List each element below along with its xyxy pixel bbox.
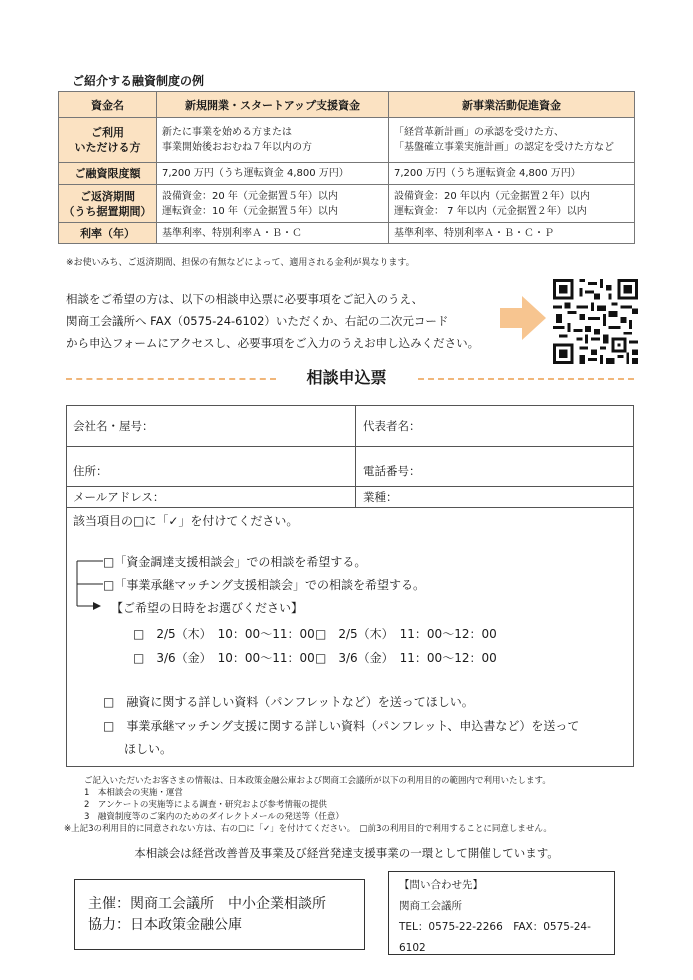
table-cell: 7,200 万円（うち運転資金 4,800 万円） — [389, 163, 635, 185]
date-option[interactable]: □ 3/6（金） 11：00～12：00 — [315, 651, 497, 665]
form-row — [67, 447, 633, 487]
form-row — [67, 487, 633, 508]
organizer-box — [74, 879, 365, 950]
row-label: ご融資限度額 — [59, 163, 157, 185]
check-instruction: 該当項目の□に「✓」を付けてください。 — [73, 514, 299, 528]
form-row — [67, 406, 633, 447]
row-label: ご返済期間 （うち据置期間） — [59, 185, 157, 223]
section-title: ご紹介する融資制度の例 — [72, 74, 205, 88]
table-cell: 「経営革新計画」の承認を受けた方、 「基盤確立事業実施計画」の認定を受けた方など — [389, 118, 635, 163]
option-succession-consultation[interactable]: □「事業承継マッチング支援相談会」での相談を希望する。 — [103, 578, 426, 592]
form-title-bar — [0, 365, 693, 389]
row-label: 利率（年） — [59, 223, 157, 244]
branch-lines — [67, 406, 127, 626]
dashed-divider — [418, 378, 634, 380]
organizer-line: 主催：関商工会議所 中小企業相談所 — [88, 896, 326, 912]
intro-text: 相談をご希望の方は、以下の相談申込票に必要事項をご記入のうえ、 関商工会議所へ FAX（0575-24-6102）いただくか、右記の二次元コード から申込フォームにアクセスし、必要事項をご入力のうえお申し込みください。 — [66, 292, 480, 350]
option-funding-consultation[interactable]: □「資金調達支援相談会」での相談を希望する。 — [103, 555, 367, 569]
cooperation-line: 協力：日本政策金融公庫 — [88, 917, 242, 933]
privacy-notice: ご記入いただいたお客さまの情報は、日本政策金融公庫および関商工会議所が以下の利用目的の範囲内で利用いたします。 1 本相談会の実施・運営 2 アンケートの実施等による調査・研究および参考情報の提供 3 融資制度等のご案内のためのダイレクトメールの発送等（任意） ※上記3の利用目的に同意されない方は、右の□に「✓」を付けてください。 □前3の利用目的で利用することに同意しません。 — [64, 776, 552, 834]
email-field[interactable]: メールアドレス： — [73, 490, 165, 504]
contact-name: 関商工会議所 — [399, 900, 462, 912]
privacy-optout[interactable]: ※上記3の利用目的に同意されない方は、右の□に「✓」を付けてください。 □前3の利用目的で利用することに同意しません。 — [64, 824, 552, 834]
column-divider — [355, 406, 356, 508]
loan-table — [58, 91, 635, 244]
contact-heading: 【問い合わせ先】 — [399, 879, 483, 891]
company-field[interactable]: 会社名・屋号： — [73, 419, 154, 433]
material-loan-option[interactable]: □ 融資に関する詳しい資料（パンフレットなど）を送ってほしい。 — [103, 695, 474, 709]
contact-box — [388, 871, 615, 955]
date-option[interactable]: □ 3/6（金） 10：00～11：00 — [133, 651, 315, 665]
table-header: 資金名 — [59, 92, 157, 118]
material-succession-option-cont: ほしい。 — [124, 742, 173, 756]
table-cell: 新たに事業を始める方または 事業開始後おおむね７年以内の方 — [157, 118, 389, 163]
industry-field[interactable]: 業種： — [363, 490, 398, 504]
date-option[interactable]: □ 2/5（木） 10：00～11：00 — [133, 627, 315, 641]
date-heading: 【ご希望の日時をお選びください】 — [111, 601, 304, 615]
date-option[interactable]: □ 2/5（木） 11：00～12：00 — [315, 627, 497, 641]
closing-statement: 本相談会は経営改善普及事業及び経営発達支援事業の一環として開催しています。 — [134, 846, 559, 860]
table-header: 新規開業・スタートアップ支援資金 — [157, 92, 389, 118]
representative-field[interactable]: 代表者名： — [363, 419, 421, 433]
rate-note: ※お使いみち、ご返済期間、担保の有無などによって、適用される金利が異なります。 — [66, 258, 415, 268]
row-label: ご利用 いただける方 — [59, 118, 157, 163]
phone-field[interactable]: 電話番号： — [363, 464, 421, 479]
table-row — [59, 223, 635, 244]
table-cell: 設備資金：20 年（元金据置５年）以内 運転資金：10 年（元金据置５年）以内 — [157, 185, 389, 223]
table-row — [59, 163, 635, 185]
table-cell: 基準利率、特別利率Ａ・Ｂ・Ｃ・Ｐ — [389, 223, 635, 244]
material-succession-option[interactable]: □ 事業承継マッチング支援に関する詳しい資料（パンフレット、申込書など）を送って — [103, 719, 580, 733]
table-cell: 7,200 万円（うち運転資金 4,800 万円） — [157, 163, 389, 185]
application-form — [66, 405, 634, 767]
qr-code-icon[interactable] — [553, 279, 638, 364]
contact-tel-fax: TEL：0575-22-2266 FAX：0575-24-6102 — [399, 921, 591, 954]
table-row — [59, 185, 635, 223]
table-cell: 基準利率、特別利率Ａ・Ｂ・Ｃ — [157, 223, 389, 244]
arrow-right-icon — [500, 296, 546, 340]
address-field[interactable]: 住所： — [73, 464, 108, 479]
table-header-row — [59, 92, 635, 118]
table-cell: 設備資金：20 年以内（元金据置２年）以内 運転資金： 7 年以内（元金据置２年）以内 — [389, 185, 635, 223]
table-header: 新事業活動促進資金 — [389, 92, 635, 118]
table-row — [59, 118, 635, 163]
form-title: 相談申込票 — [306, 368, 387, 387]
